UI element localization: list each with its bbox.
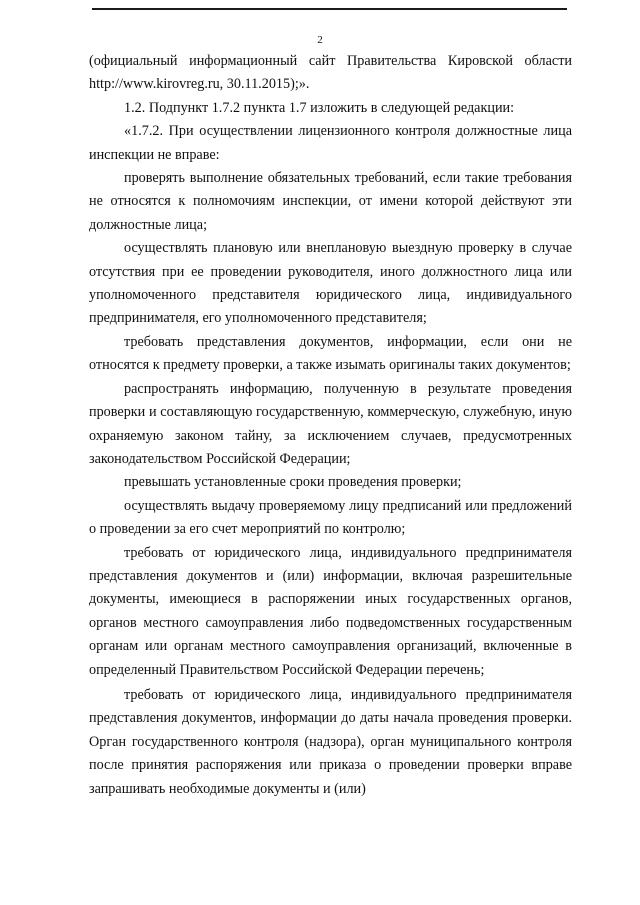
- paragraph-amendment-1-2: 1.2. Подпункт 1.7.2 пункта 1.7 изложить в следующей редакции:: [124, 99, 515, 116]
- header-rule: [92, 8, 567, 10]
- paragraph-item-require-before-start: требовать от юридического лица, индивидуального предпринимателя представления документов, информации до даты начала проведения проверки. Орган государственного контроля (надзора), орган муниципального контроля после принятия распоряжения или приказа о проведении проверки вправе запрашивать необходимые документы и (или): [89, 686, 572, 797]
- document-body: [89, 50, 572, 801]
- paragraph-source-reference: (официальный информационный сайт Правительства Кировской области http://www.kirovreg.ru, 30.11.2015);».: [89, 53, 572, 93]
- paragraph-subclause-1-7-2: «1.7.2. При осуществлении лицензионного контроля должностные лица инспекции не вправе:: [89, 123, 572, 163]
- paragraph-item-check-requirements: проверять выполнение обязательных требований, если такие требования не относятся к полномочиям инспекции, от имени которой действуют эти должностные лица;: [89, 170, 572, 233]
- paragraph-item-request-documents: требовать представления документов, информации, если они не относятся к предмету проверки, а также изымать оригиналы таких документов;: [89, 333, 572, 374]
- paragraph-item-issue-orders: осуществлять выдачу проверяемому лицу предписаний или предложений о проведении за его счет мероприятий по контролю;: [89, 497, 572, 538]
- paragraph-item-exceed-deadlines: превышать установленные сроки проведения проверки;: [124, 474, 462, 491]
- paragraph-item-require-agency-documents: требовать от юридического лица, индивидуального предпринимателя представления документов и (или) информации, включая разрешительные документы, имеющиеся в распоряжении иных государственных органов, органов местного самоуправления либо подведомственных государственным органам или органам местного самоуправления организаций, включенные в определенный Правительством Российской Федерации перечень;: [89, 544, 572, 678]
- paragraph-item-disclose-information: распространять информацию, полученную в результате проведения проверки и составляющую государственную, коммерческую, служебную, иную охраняемую законом тайну, за исключением случаев, предусмотренных законодательством Российской Федерации;: [89, 380, 572, 467]
- paragraph-item-onsite-inspection: осуществлять плановую или внеплановую выездную проверку в случае отсутствия при ее проведении руководителя, иного должностного лица или уполномоченного представителя юридического лица, индивидуального предпринимателя, его уполномоченного представителя;: [89, 240, 572, 327]
- page-number: 2: [317, 34, 323, 46]
